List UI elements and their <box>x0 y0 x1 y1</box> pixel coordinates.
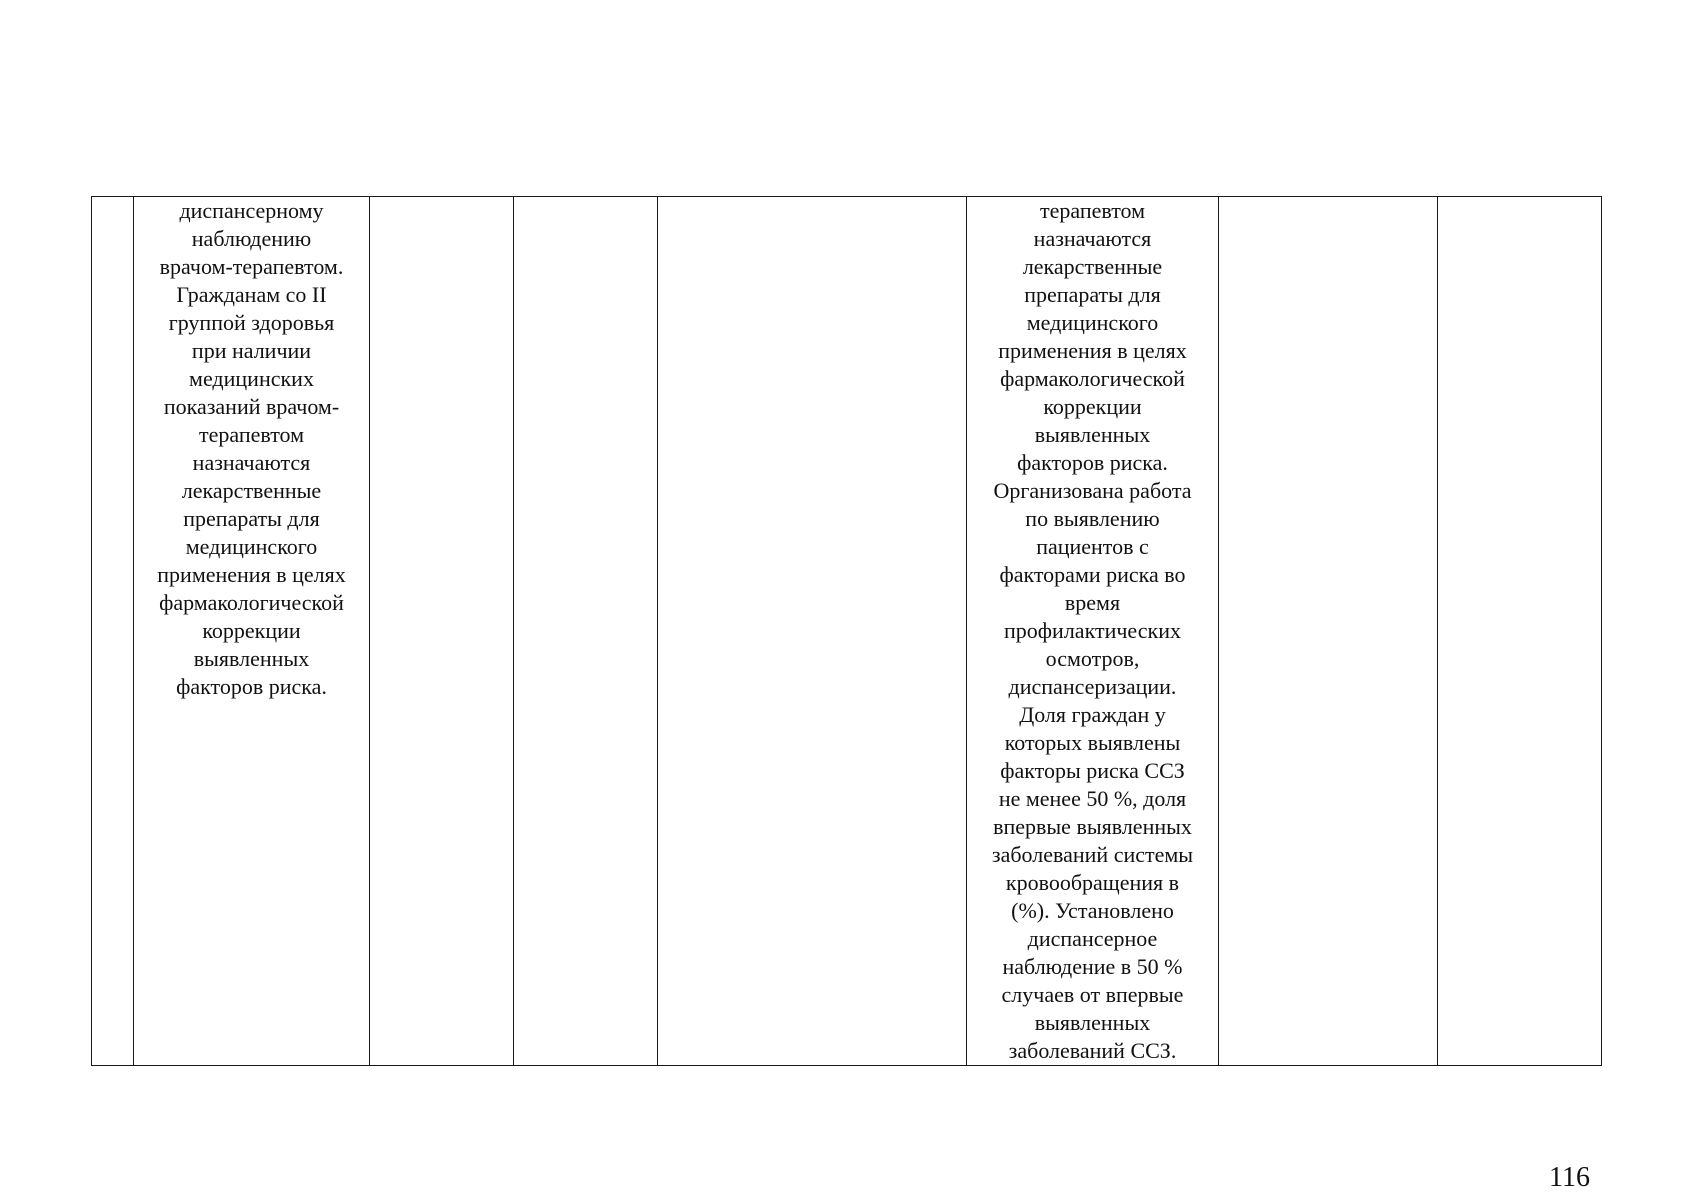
table-cell-empty-4 <box>514 197 658 1066</box>
continuation-table <box>91 196 1602 1066</box>
table-cell-empty-8 <box>1438 197 1602 1066</box>
table-cell-number <box>92 197 134 1066</box>
table-cell-activity <box>134 197 370 1066</box>
result-text: терапевтом назначаются лекарственные препараты для медицинского применения в целях фармакологической коррекции выявленных факторов риска. Организована работа по выявлению пациентов с факторами риска во время профилактических осмотров, диспансеризации. Доля граждан у которых выявлены факторы риска ССЗ не менее 50 %, доля впервые выявленных заболеваний системы кровообращения в (%). Установлено диспансерное наблюдение в 50 % случаев от впервые выявленных заболеваний ССЗ. <box>991 198 1194 1063</box>
table-cell-result <box>967 197 1219 1066</box>
table-cell-empty-5 <box>658 197 967 1066</box>
activity-text: диспансерному наблюдению врачом-терапевтом. Гражданам со II группой здоровья при наличии медицинских показаний врачом- терапевтом назначаются лекарственные препараты для медицинского применения в целях фармакологической коррекции выявленных факторов риска. <box>157 198 346 699</box>
table-cell-empty-7 <box>1219 197 1438 1066</box>
table-cell-empty-3 <box>370 197 514 1066</box>
table-row <box>92 197 1602 1066</box>
page-number: 116 <box>1549 1162 1590 1193</box>
